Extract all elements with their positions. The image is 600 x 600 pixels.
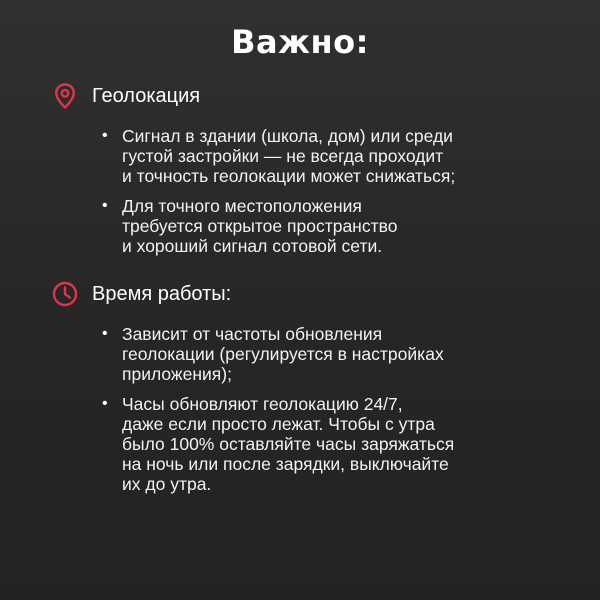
section-title-work-time: Время работы:: [92, 283, 232, 305]
section-header: [50, 80, 570, 112]
location-pin-icon: [50, 81, 80, 111]
bullet-list: [50, 126, 570, 256]
section-geolocation: [50, 80, 570, 266]
page-title: Важно:: [231, 23, 369, 61]
section-header: [50, 278, 570, 310]
list-item: • Для точного местоположения требуется открытое пространство и хороший сигнал сотовой сети.: [102, 196, 570, 256]
section-work-time: [50, 278, 570, 504]
list-item: • Часы обновляют геолокацию 24/7, даже если просто лежат. Чтобы с утра было 100% оставляйте часы заряжаться на ночь или после зарядки, выключайте их до утра.: [102, 394, 570, 494]
list-item: • Зависит от частоты обновления геолокации (регулируется в настройках приложения);: [102, 324, 570, 384]
list-item: • Сигнал в здании (школа, дом) или среди густой застройки — не всегда проходит и точность геолокации может снижаться;: [102, 126, 570, 186]
clock-icon: [50, 279, 80, 309]
bullet-list: [50, 324, 570, 494]
section-title-geolocation: Геолокация: [92, 85, 201, 107]
